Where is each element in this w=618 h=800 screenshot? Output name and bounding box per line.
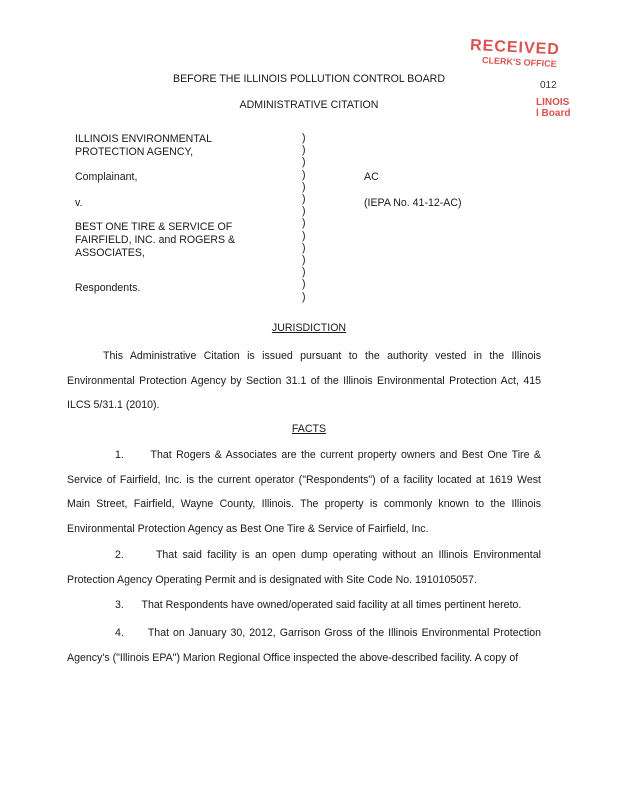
facts-heading: FACTS xyxy=(291,423,327,435)
respondent-line-3: ASSOCIATES, xyxy=(75,247,145,259)
fact-3-number: 3. xyxy=(115,599,124,611)
fact-4-number: 4. xyxy=(115,627,124,639)
fact-2-number: 2. xyxy=(115,549,124,561)
jurisdiction-text-body: This Administrative Citation is issued pursuant to the authority vested in the Illinois Environmental Protection Agency by Section 31.1 of the Illinois Environmental Protection Act, 415 ILCS 5/31.1 (2010). xyxy=(67,350,541,411)
board-title: BEFORE THE ILLINOIS POLLUTION CONTROL BOARD xyxy=(173,73,445,85)
jurisdiction-text xyxy=(67,344,541,418)
respondent-line-2: FAIRFIELD, INC. and ROGERS & xyxy=(75,234,236,246)
fact-3 xyxy=(67,593,541,618)
complainant-line-2: PROTECTION AGENCY, xyxy=(75,146,194,158)
fact-1-number: 1. xyxy=(115,449,124,461)
respondent-line-1: BEST ONE TIRE & SERVICE OF xyxy=(75,221,233,233)
caption-parentheses: ) ) ) ) ) ) ) ) ) ) ) ) ) ) xyxy=(302,132,306,303)
fact-3-text: That Respondents have owned/operated said facility at all times pertinent hereto. xyxy=(141,599,522,611)
jurisdiction-heading: JURISDICTION xyxy=(271,322,347,334)
fact-1 xyxy=(67,443,541,541)
case-type: AC xyxy=(364,171,379,183)
fact-1-text: That Rogers & Associates are the current property owners and Best One Tire & Service of Fairfield, Inc. is the current operator ("Respondents") of a facility located at 1619 West Main Street, Fairfield, Wayne County, Illinois. The property is commonly known to the Illinois Environmental Protection Agency as Best One Tire & Service of Fairfield, Inc. xyxy=(67,449,541,535)
fact-4 xyxy=(67,621,541,670)
stamp-received: RECEIVED xyxy=(469,36,561,59)
fact-2 xyxy=(67,543,541,592)
fact-2-text: That said facility is an open dump operating without an Illinois Environmental Protection Agency Operating Permit and is designated with Site Code No. 1910105057. xyxy=(67,549,541,586)
respondent-role: Respondents. xyxy=(75,282,141,294)
fact-4-text: That on January 30, 2012, Garrison Gross of the Illinois Environmental Protection Agency's ("Illinois EPA") Marion Regional Office inspected the above-described facility. A copy of xyxy=(67,627,541,664)
stamp-state: LINOIS xyxy=(536,97,570,108)
complainant-line-1: ILLINOIS ENVIRONMENTAL xyxy=(75,133,212,145)
stamp-year: 012 xyxy=(540,80,557,91)
stamp-office: CLERK'S OFFICE xyxy=(481,55,557,70)
case-number: (IEPA No. 41-12-AC) xyxy=(364,197,462,209)
versus: v. xyxy=(75,197,83,209)
complainant-role: Complainant, xyxy=(75,171,138,183)
document-title: ADMINISTRATIVE CITATION xyxy=(239,99,379,111)
stamp-board: l Board xyxy=(536,108,571,119)
